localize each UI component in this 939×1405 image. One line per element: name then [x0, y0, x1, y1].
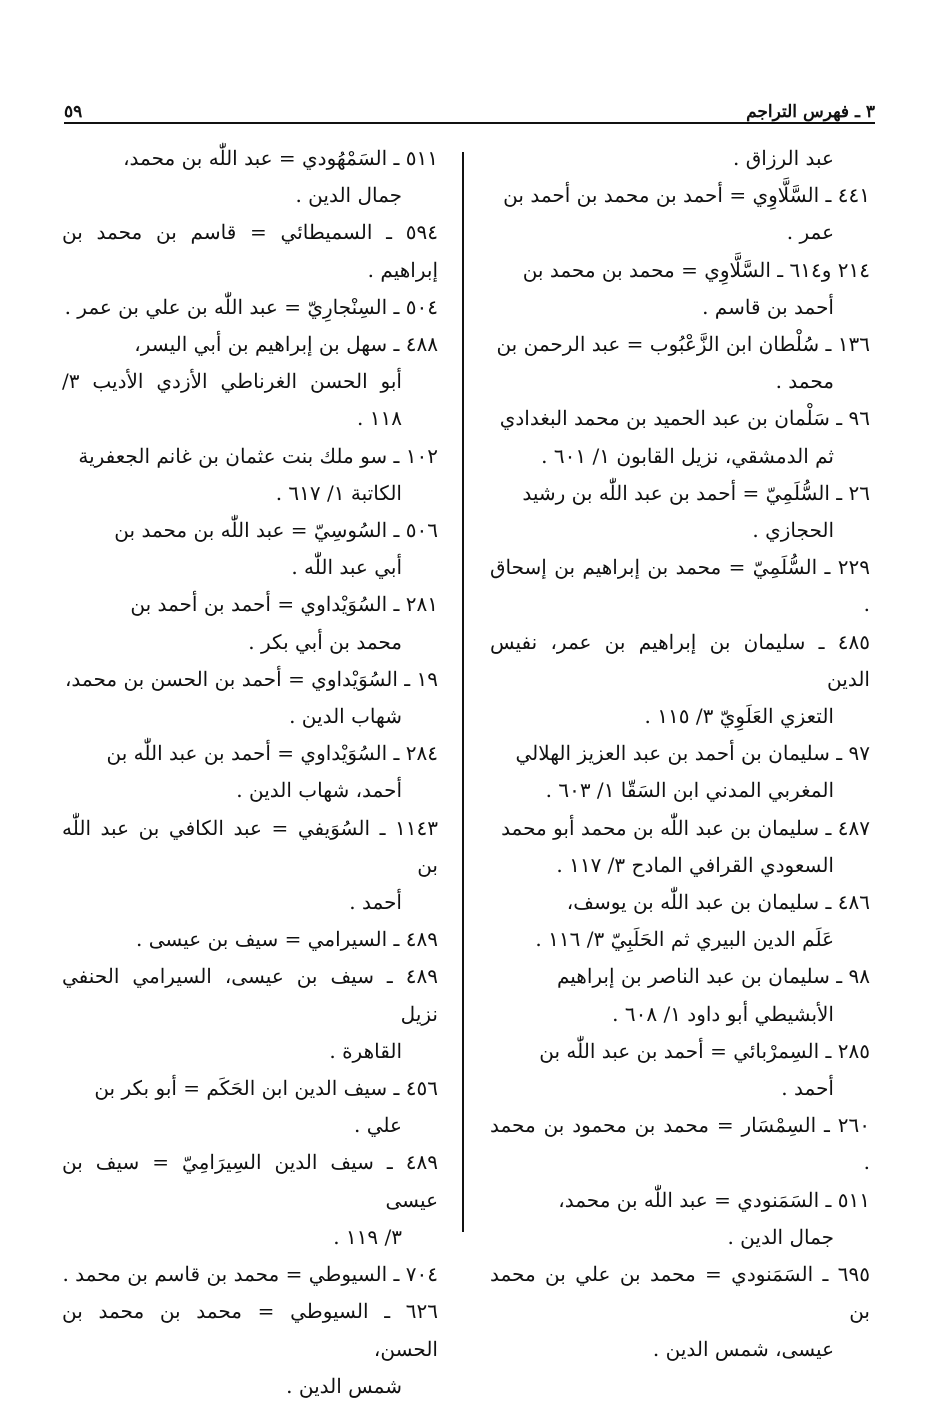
index-entry [62, 1070, 438, 1144]
entry-continuation: السعودي القرافي المادح ٣/ ١١٧ . [556, 852, 834, 877]
index-entry [490, 177, 870, 251]
entry-continuation: محمد بن أبي بكر . [248, 629, 402, 654]
entry-continuation: محمد . [775, 369, 834, 394]
index-entry [62, 512, 438, 586]
entry-text: ٢٢٩ ـ السُّلَمِيّ = محمد بن إبراهيم بن إسحاق . [490, 555, 870, 617]
right-column [490, 140, 870, 1368]
index-entry [62, 1144, 438, 1256]
entry-continuation: أحمد . [781, 1076, 834, 1101]
entry-continuation: أبو الحسن الغرناطي الأزدي الأديب ٣/ ١١٨ . [62, 369, 402, 431]
entry-continuation: ثم الدمشقي، نزيل القابون ١/ ٦٠١ . [541, 443, 834, 468]
index-entry [490, 958, 870, 1032]
entry-text: ٦٩٥ ـ السَمَنودي = محمد بن علي بن محمد بن [490, 1262, 870, 1324]
index-entry [62, 958, 438, 1070]
left-column [62, 140, 438, 1405]
index-entry [490, 624, 870, 736]
entry-text: ٤٨٨ ـ سهل بن إبراهيم بن أبي اليسر، [134, 332, 438, 357]
section-title: ٣ ـ فهرس التراجم [746, 102, 875, 122]
index-entry [62, 1293, 438, 1405]
entry-text: ٧٠٤ ـ السيوطي = محمد بن قاسم بن محمد . [62, 1262, 438, 1287]
entry-continuation: القاهرة . [329, 1038, 402, 1063]
header-rule [64, 122, 875, 124]
entry-text: ٩٦ ـ سَلْمان بن عبد الحميد بن محمد البغدادي [499, 406, 870, 431]
entry-text: ٥٠٦ ـ السُوسِيّ = عبد اللّٰه بن محمد بن [114, 518, 438, 543]
index-entry [490, 252, 870, 326]
entry-text: ٤٨٩ ـ السيرامي = سيف بن عيسى . [136, 927, 438, 952]
entry-text: ٤٨٦ ـ سليمان بن عبد اللّٰه بن يوسف، [566, 890, 870, 915]
entry-text: ٥١١ ـ السَمْهُودي = عبد اللّٰه بن محمد، [123, 146, 438, 170]
entry-text: ٤٨٥ ـ سليمان بن إبراهيم بن عمر، نفيس الدين [490, 629, 870, 691]
index-entry [490, 735, 870, 809]
index-entry [62, 586, 438, 660]
entry-continuation: عبد الرزاق . [733, 146, 834, 170]
entry-text: ٤٥٦ ـ سيف الدين ابن الحَكَم = أبو بكر بن [94, 1076, 438, 1101]
index-entry [62, 214, 438, 288]
entry-text: ٢٨٤ ـ السُوَيْداوي = أحمد بن عبد اللّٰه بن [106, 741, 438, 766]
index-entry [62, 326, 438, 438]
entry-continuation: أبي عبد اللّٰه . [291, 555, 402, 580]
entry-text: ٢٦ ـ السُّلَمِيّ = أحمد بن عبد اللّٰه بن رشيد [522, 480, 870, 505]
entry-text: ٩٨ ـ سليمان بن عبد الناصر بن إبراهيم [556, 964, 870, 989]
index-entry [62, 735, 438, 809]
index-entry [62, 661, 438, 735]
entry-text: ٥١١ ـ السَمَنودي = عبد اللّٰه بن محمد، [558, 1187, 870, 1212]
entry-text: ٢١٤ و٦١٤ ـ السَّلَّاوِي = محمد بن محمد بن [522, 257, 870, 282]
entry-text: ٤٤١ ـ السَّلَّاوِي = أحمد بن محمد بن أحمد بن [503, 183, 870, 208]
index-entry [62, 438, 438, 512]
entry-text: ١٣٦ ـ سُلْطان ابن الزَّعْبُوب = عبد الرحمن بن [496, 332, 870, 357]
page-header [64, 86, 875, 122]
entry-continuation: الأبشيطي أبو داود ١/ ٦٠٨ . [612, 1001, 834, 1026]
index-entry [490, 549, 870, 623]
column-divider [462, 152, 464, 1232]
index-entry [490, 1182, 870, 1256]
entry-continuation: الحجازي . [752, 518, 834, 543]
entry-text: ٢٦٠ ـ السِمْسَار = محمد بن محمود بن محمد . [490, 1113, 870, 1175]
index-entry [490, 326, 870, 400]
entry-continuation: عَلَم الدين البيري ثم الحَلَبِيّ ٣/ ١١٦ . [535, 927, 834, 952]
entry-continuation: الكاتبة ١/ ٦١٧ . [275, 480, 402, 505]
index-entry [62, 140, 438, 214]
index-entry [490, 475, 870, 549]
entry-text: ٥٩٤ ـ السميطائي = قاسم بن محمد بن إبراهيم . [62, 220, 438, 282]
entry-continuation: عيسى، شمس الدين . [652, 1336, 834, 1361]
entry-text: ٤٨٩ ـ سيف بن عيسى، السيرامي الحنفي نزيل [62, 964, 438, 1026]
entry-text: ١٠٢ ـ سو ملك بنت عثمان بن غانم الجعفرية [78, 443, 438, 468]
index-entry [490, 1256, 870, 1368]
entry-text: ١١٤٣ ـ السُوَيفي = عبد الكافي بن عبد اللّٰه بن [62, 815, 438, 877]
entry-text: ٤٨٩ ـ سيف الدين السِيرَامِيّ = سيف بن عيسى [62, 1150, 438, 1212]
entry-continuation: جمال الدين . [295, 183, 402, 208]
entry-continuation: أحمد . [349, 890, 402, 915]
entry-continuation: شمس الدين . [286, 1373, 402, 1398]
index-entry [62, 810, 438, 922]
entry-text: ٢٨١ ـ السُوَيْداوي = أحمد بن أحمد بن [130, 592, 438, 617]
entry-text: ٥٠٤ ـ السِنْجارِيّ = عبد اللّٰه بن علي بن عمر . [64, 294, 438, 319]
index-entry [490, 400, 870, 474]
entry-continuation: المغربي المدني ابن السَقّا ١/ ٦٠٣ . [545, 778, 834, 803]
entry-text: ٤٨٧ ـ سليمان بن عبد اللّٰه بن محمد أبو محمد [501, 815, 870, 840]
entry-continuation: أحمد بن قاسم . [702, 294, 834, 319]
entry-continuation: علي . [354, 1113, 402, 1138]
index-entry [490, 884, 870, 958]
entry-continuation: أحمد، شهاب الدين . [236, 778, 402, 803]
index-entry [490, 810, 870, 884]
entry-continuation: ٣/ ١١٩ . [333, 1224, 402, 1249]
index-entry [62, 1256, 438, 1293]
entry-continuation: جمال الدين . [727, 1224, 834, 1249]
index-entry [490, 1107, 870, 1181]
index-entry [62, 289, 438, 326]
entry-continuation: عمر . [786, 220, 834, 245]
entry-text: ٩٧ ـ سليمان بن أحمد بن عبد العزيز الهلالي [515, 741, 870, 766]
page-number: ٥٩ [64, 102, 83, 122]
entry-text: ٢٨٥ ـ السِمرْبائي = أحمد بن عبد اللّٰه بن [539, 1038, 870, 1063]
index-entry [62, 921, 438, 958]
entry-text: ٦٢٦ ـ السيوطي = محمد بن محمد بن الحسن، [62, 1299, 438, 1361]
entry-text: ١٩ ـ السُوَيْداوي = أحمد بن الحسن بن محمد، [64, 666, 438, 691]
index-entry [490, 140, 870, 177]
entry-continuation: التعزي العَلَوِيّ ٣/ ١١٥ . [644, 704, 834, 729]
index-entry [490, 1033, 870, 1107]
entry-continuation: شهاب الدين . [289, 704, 402, 729]
